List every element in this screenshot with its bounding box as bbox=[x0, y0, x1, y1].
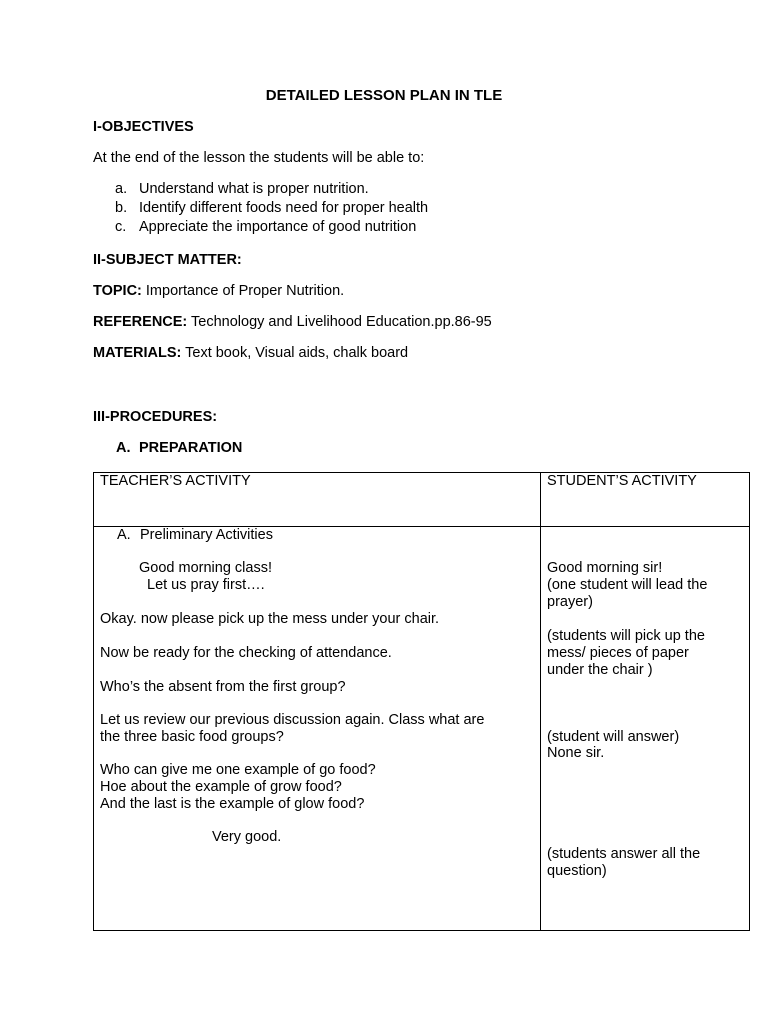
teacher-very-good: Very good. bbox=[212, 829, 282, 845]
materials-label: MATERIALS: bbox=[93, 345, 182, 361]
teacher-activity-header: TEACHER’S ACTIVITY bbox=[94, 473, 541, 527]
materials-value: Text book, Visual aids, chalk board bbox=[185, 345, 409, 361]
topic-label: TOPIC: bbox=[93, 283, 142, 299]
teacher-glow-food: And the last is the example of glow food? bbox=[100, 796, 365, 812]
preparation-heading bbox=[116, 440, 242, 456]
activity-table bbox=[93, 472, 750, 931]
student-greeting: Good morning sir! bbox=[547, 560, 663, 576]
document-title: DETAILED LESSON PLAN IN TLE bbox=[265, 87, 503, 104]
teacher-review-1: Let us review our previous discussion again. Class what are bbox=[100, 712, 485, 728]
objective-text: Identify different foods need for proper health bbox=[139, 200, 429, 216]
teacher-review-2: the three basic food groups? bbox=[100, 729, 284, 745]
student-prayer-1: (one student will lead the bbox=[547, 577, 708, 593]
subject-matter-heading: II-SUBJECT MATTER: bbox=[93, 252, 242, 268]
topic-line bbox=[93, 283, 344, 299]
student-answer: (student will answer) bbox=[547, 729, 680, 745]
teacher-go-food: Who can give me one example of go food? bbox=[100, 762, 376, 778]
sub-title: Preliminary Activities bbox=[140, 527, 273, 543]
objective-text: Understand what is proper nutrition. bbox=[139, 181, 369, 197]
section-title: PREPARATION bbox=[139, 440, 243, 456]
objective-item bbox=[115, 181, 369, 197]
teacher-pray: Let us pray first…. bbox=[147, 577, 265, 593]
reference-line bbox=[93, 314, 492, 330]
objective-item bbox=[115, 219, 416, 235]
objectives-heading: I-OBJECTIVES bbox=[93, 119, 194, 135]
section-marker: A. bbox=[116, 440, 131, 456]
teacher-activity-cell bbox=[94, 527, 541, 931]
reference-label: REFERENCE: bbox=[93, 314, 188, 330]
objectives-intro: At the end of the lesson the students will be able to: bbox=[93, 150, 425, 166]
student-all-2: question) bbox=[547, 863, 607, 879]
objective-item bbox=[115, 200, 428, 216]
table-row bbox=[94, 527, 750, 931]
student-pick-2: mess/ pieces of paper bbox=[547, 645, 689, 661]
teacher-mess: Okay. now please pick up the mess under your chair. bbox=[100, 611, 440, 627]
teacher-absent: Who’s the absent from the first group? bbox=[100, 679, 346, 695]
procedures-heading: III-PROCEDURES: bbox=[93, 409, 218, 425]
materials-line bbox=[93, 345, 408, 361]
teacher-greeting: Good morning class! bbox=[139, 560, 272, 576]
teacher-grow-food: Hoe about the example of grow food? bbox=[100, 779, 342, 795]
topic-value: Importance of Proper Nutrition. bbox=[145, 283, 345, 299]
list-marker: b. bbox=[115, 200, 128, 216]
student-pick-1: (students will pick up the bbox=[547, 628, 705, 644]
student-prayer-2: prayer) bbox=[547, 594, 593, 610]
list-marker: a. bbox=[115, 181, 128, 197]
table-header-row bbox=[94, 473, 750, 527]
teacher-attendance: Now be ready for the checking of attendance. bbox=[100, 645, 392, 661]
student-activity-cell bbox=[541, 527, 750, 931]
preliminary-activities-heading bbox=[117, 527, 273, 544]
student-activity-header: STUDENT’S ACTIVITY bbox=[541, 473, 750, 527]
student-all-1: (students answer all the bbox=[547, 846, 701, 862]
student-none: None sir. bbox=[547, 745, 605, 761]
list-marker: c. bbox=[115, 219, 127, 235]
objective-text: Appreciate the importance of good nutrition bbox=[139, 219, 417, 235]
student-pick-3: under the chair ) bbox=[547, 662, 653, 678]
reference-value: Technology and Livelihood Education.pp.86-95 bbox=[191, 314, 492, 330]
sub-marker: A. bbox=[117, 527, 131, 543]
